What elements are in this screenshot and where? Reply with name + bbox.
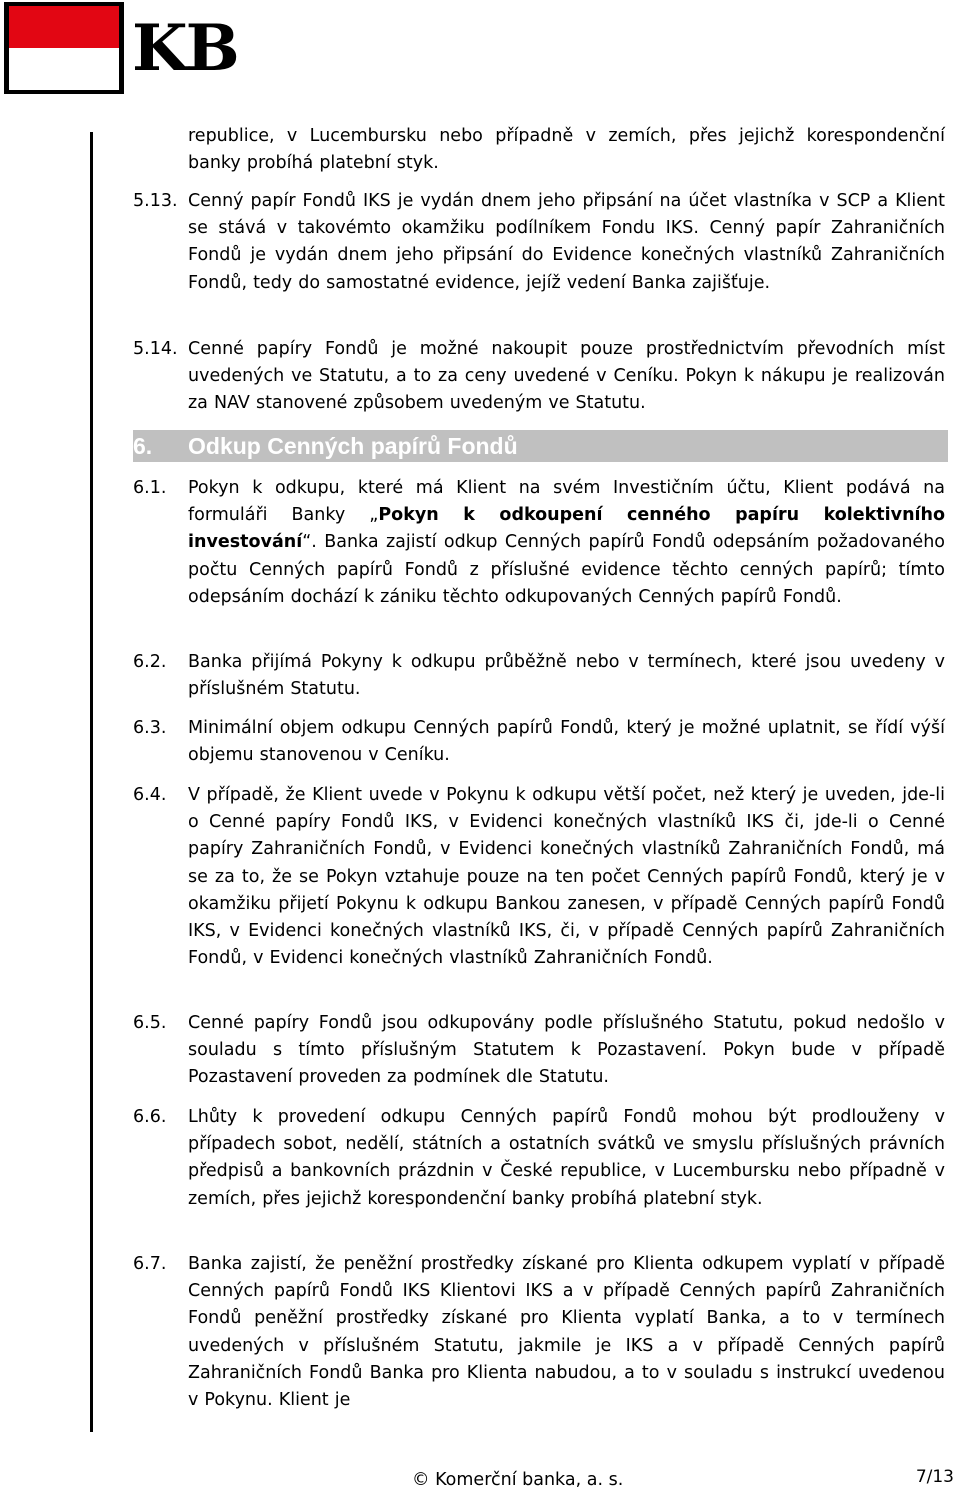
section-title: Odkup Cenných papírů Fondů (188, 433, 518, 459)
paragraph-text: Cenný papír Fondů IKS je vydán dnem jeho připsání na účet vlastníka v SCP a Klient se stává v takovémto okamžiku podílníkem Fondu IKS. Cenný papír Zahraničních Fondů je vydán dnem jeho připsání do Evidence konečných vlastníků Zahraničních Fondů, tedy do samostatné evidence, jejíž vedení Banka zajišťuje. (188, 191, 945, 293)
form-name: Pokyn k odkoupení cenného papíru kolektivního investování (188, 505, 946, 553)
paragraph-5-13 (133, 188, 945, 297)
paragraph-text: V případě, že Klient uvede v Pokynu k odkupu větší počet, než který je uveden, jde-li o Cenné papíry Fondů IKS, v Evidenci konečných vlastníků IKS či, jde-li o Cenné papíry Zahraničních Fondů, v Evidenci konečných vlastníků Zahraničních Fondů, má se za to, že se Pokyn vztahuje pouze na ten počet Cenných papírů Fondů, který je v okamžiku přijetí Pokynu k odkupu Bankou zanesen, v případě Cenných papírů Fondů IKS, v Evidenci konečných vlastníků IKS, či, v případě Cenných papírů Zahraničních Fondů, v Evidenci konečných vlastníků Zahraničních Fondů. (188, 785, 945, 969)
paragraph-6-1 (133, 475, 945, 611)
logo-red-bar (9, 6, 119, 48)
logo-emblem (4, 2, 124, 94)
page-number: 7/13 (915, 1467, 954, 1487)
paragraph-text: Minimální objem odkupu Cenných papírů Fondů, který je možné uplatnit, se řídí výší objemu stanovenou v Ceníku. (188, 718, 945, 766)
paragraph-text: Banka zajistí, že peněžní prostředky získané pro Klienta odkupem vyplatí v případě Cenných papírů Fondů IKS Klientovi IKS a v případě Cenných papírů Zahraničních Fondů peněžní prostředky získané pro Klienta vyplatí Banka, a to v termínech uvedených v příslušném Statutu, jakmile je IKS a v případě Cenných papírů Zahraničních Fondů Banka pro Klienta nabudou, a to v souladu s instrukcí uvedenou v Pokynu. Klient je (188, 1254, 945, 1411)
paragraph-text: republice, v Lucembursku nebo případně v zemích, přes jejichž korespondenční banky probíhá platební styk. (188, 126, 945, 174)
paragraph-number: 6.6. (133, 1107, 167, 1127)
text-after: “. Banka zajistí odkup Cenných papírů Fondů odepsáním požadovaného počtu Cenných papírů Fondů z příslušné evidence těchto cenných papírů; tímto odepsáním dochází k zániku těchto odkupovaných Cenných papírů Fondů. (188, 532, 945, 607)
text-before: Pokyn k odkupu, které má Klient na svém Investičním účtu, Klient podává na formuláři Banky „ (188, 478, 945, 526)
paragraph-6-5 (133, 1010, 945, 1092)
paragraph-number: 6.2. (133, 652, 167, 672)
change-bar (90, 132, 93, 1432)
paragraph-number: 6.4. (133, 785, 167, 805)
section-heading (133, 430, 948, 462)
paragraph-text: Lhůty k provedení odkupu Cenných papírů Fondů mohou být prodlouženy v případech sobot, nedělí, státních a ostatních svátků ve smyslu příslušných právních předpisů a bankovních prázdnin v České republice, v Lucembursku nebo případně v zemích, přes jejichž korespondenční banky probíhá platební styk. (188, 1107, 945, 1209)
paragraph-number: 5.13. (133, 191, 178, 211)
paragraph-5-14 (133, 336, 945, 418)
paragraph-text: Cenné papíry Fondů jsou odkupovány podle příslušného Statutu, pokud nedošlo v souladu s tímto příslušným Statutem k Pozastavení. Pokyn bude v případě Pozastavení proveden za podmínek dle Statutu. (188, 1013, 945, 1088)
paragraph-6-6 (133, 1104, 945, 1213)
paragraph-6-4 (133, 782, 945, 972)
paragraph-continuation (133, 123, 945, 177)
paragraph-number: 6.7. (133, 1254, 167, 1274)
logo-text: KB (132, 11, 238, 86)
paragraph-6-2 (133, 649, 945, 703)
paragraph-number: 6.5. (133, 1013, 167, 1033)
paragraph-number: 6.1. (133, 478, 167, 498)
paragraph-number: 5.14. (133, 339, 178, 359)
paragraph-text: Banka přijímá Pokyny k odkupu průběžně nebo v termínech, které jsou uvedeny v příslušném Statutu. (188, 652, 945, 700)
paragraph-text (188, 475, 945, 611)
footer-copyright: © Komerční banka, a. s. (412, 1470, 624, 1490)
section-number: 6. (133, 433, 153, 459)
paragraph-number: 6.3. (133, 718, 167, 738)
paragraph-6-3 (133, 715, 945, 769)
paragraph-text: Cenné papíry Fondů je možné nakoupit pouze prostřednictvím převodních míst uvedených ve Statutu, a to za ceny uvedené v Ceníku. Pokyn k nákupu je realizován za NAV stanovené způsobem uvedeným ve Statutu. (188, 339, 945, 414)
kb-logo (4, 2, 261, 94)
logo-white-bar (9, 48, 119, 90)
paragraph-6-7 (133, 1251, 945, 1414)
